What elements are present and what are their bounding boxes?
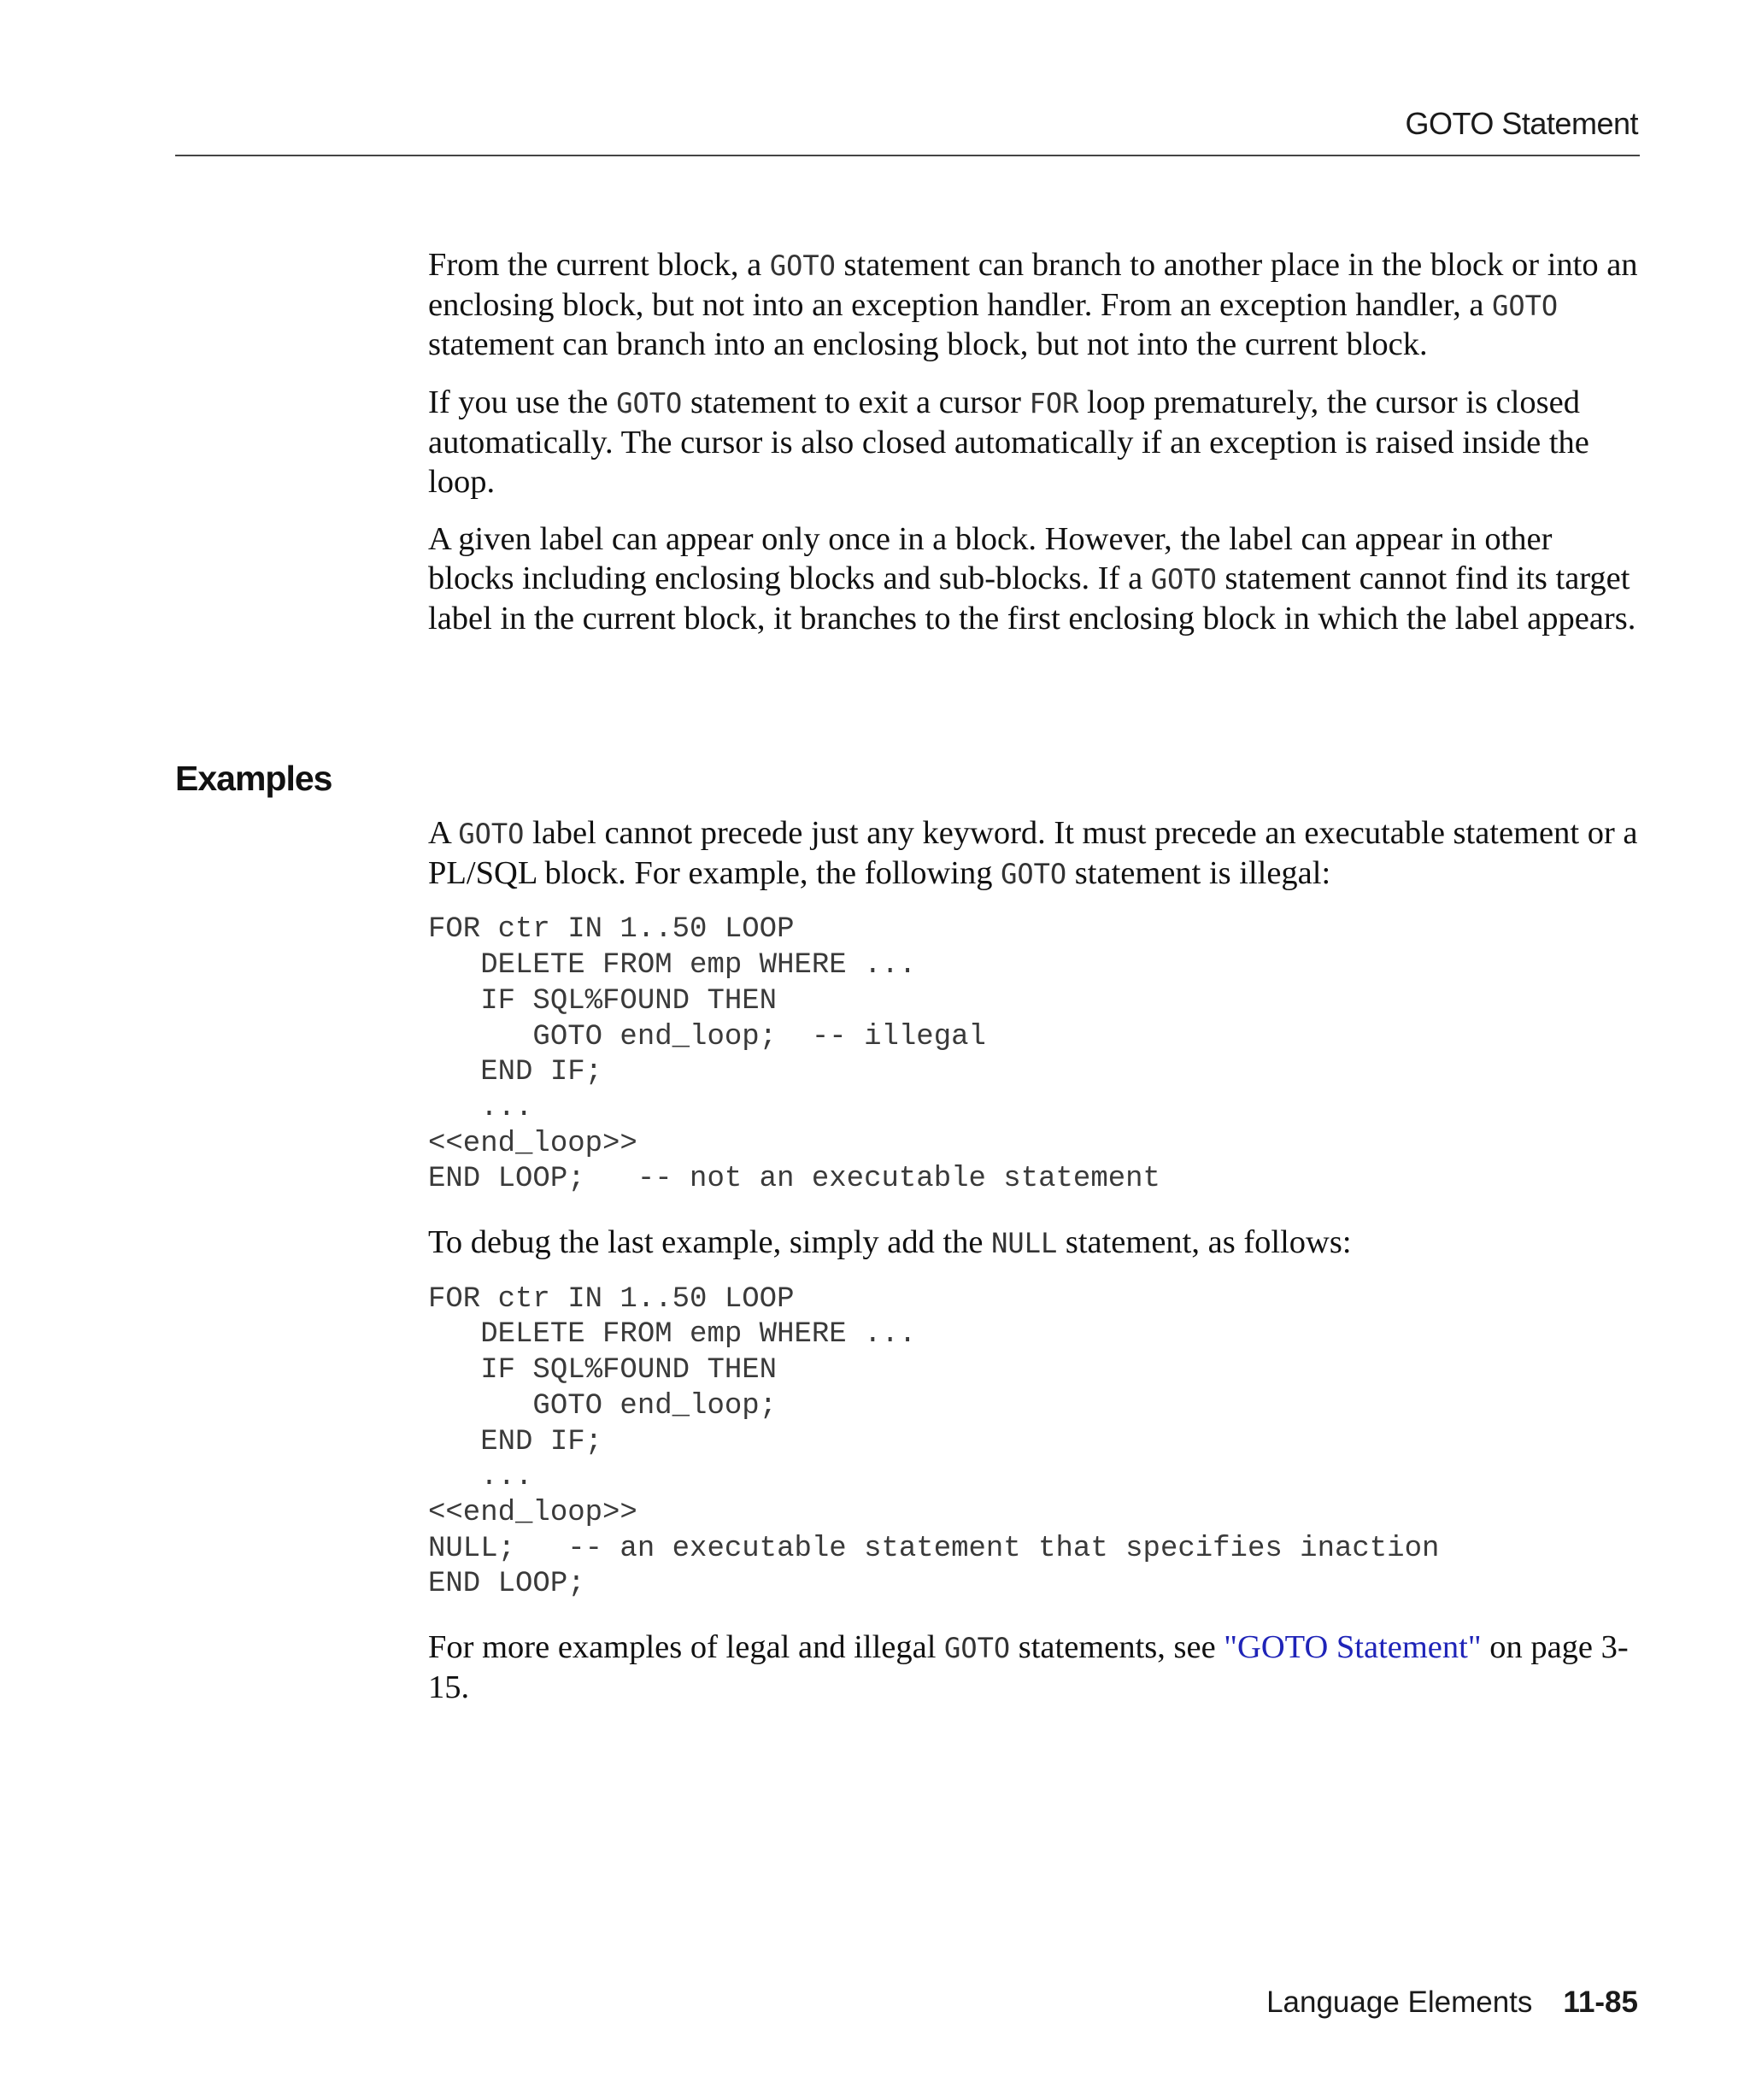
paragraph: A GOTO label cannot precede just any keyword. It must precede an executable statement or a PL/SQL block. For example, the following GOTO statement is illegal:: [428, 815, 1638, 891]
paragraph: If you use the GOTO statement to exit a cursor FOR loop prematurely, the cursor is closed automatically. The cursor is also closed automatically if an exception is raised inside the loop.: [428, 384, 1589, 500]
page-number: 11-85: [1563, 1986, 1638, 2019]
inline-code: GOTO: [944, 1632, 1011, 1665]
paragraph: A given label can appear only once in a block. However, the label can appear in other blocks including enclosing blocks and sub-blocks. If a GOTO statement cannot find its target label in the current block, it branches to the first enclosing block in which the label appears.: [428, 521, 1636, 636]
running-head: GOTO Statement: [1405, 106, 1638, 141]
page-footer: [1266, 1986, 1638, 2020]
inline-code: GOTO: [1001, 857, 1067, 890]
paragraph: To debug the last example, simply add the NULL statement, as follows:: [428, 1224, 1352, 1261]
code-example-fixed: FOR ctr IN 1..50 LOOP DELETE FROM emp WHERE ... IF SQL%FOUND THEN GOTO end_loop; END IF; ... <<end_loop>> NULL; -- an executable statement that specifies inaction END LOOP;: [428, 1282, 1440, 1601]
inline-code: GOTO: [1492, 289, 1559, 322]
inline-code: FOR: [1029, 387, 1079, 420]
inline-code: GOTO: [616, 387, 683, 420]
header-rule: [175, 155, 1640, 156]
footer-section-title: Language Elements: [1266, 1986, 1533, 2019]
examples-section: [428, 814, 1641, 1726]
section-heading-examples: Examples: [175, 759, 332, 798]
code-example-illegal: FOR ctr IN 1..50 LOOP DELETE FROM emp WHERE ... IF SQL%FOUND THEN GOTO end_loop; -- illegal END IF; ... <<end_loop>> END LOOP; -- not an executable statement: [428, 913, 1160, 1196]
inline-code: GOTO: [769, 249, 836, 282]
paragraph: For more examples of legal and illegal GOTO statements, see "GOTO Statement" on page 3-15.: [428, 1629, 1629, 1705]
inline-code: NULL: [991, 1227, 1058, 1260]
cross-reference-link[interactable]: "GOTO Statement": [1224, 1629, 1482, 1666]
paragraph: From the current block, a GOTO statement can branch to another place in the block or into an enclosing block, but not into an exception handler. From an exception handler, a GOTO statement can branch into an enclosing block, but not into the current block.: [428, 247, 1638, 363]
inline-code: GOTO: [458, 818, 525, 850]
intro-section: [428, 246, 1641, 657]
inline-code: GOTO: [1150, 562, 1217, 595]
